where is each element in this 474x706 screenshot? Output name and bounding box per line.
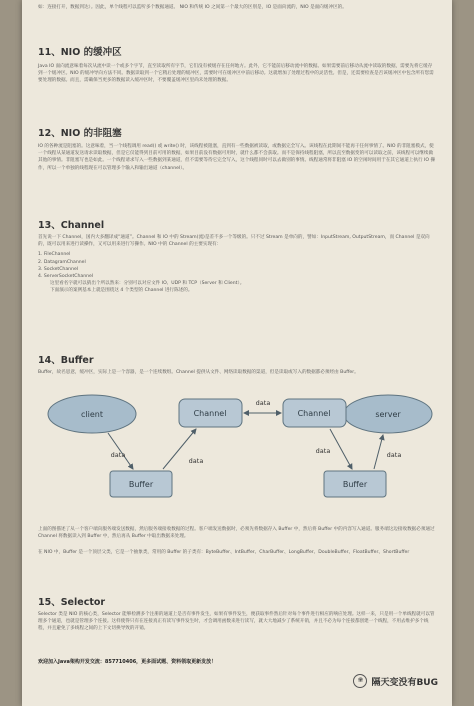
channel-list — [38, 251, 436, 294]
data-label: data — [188, 457, 204, 465]
client-server-buffer-diagram — [38, 381, 436, 521]
section-body: Java IO 面向流意味着每次从流中读一个或多个字节，直至读取所有字节，它们没有被缓存在任何地方。此外，它不能前后移动流中的数据。如果需要前后移动从流中读取的数据，需要先将它缓存到一个缓冲区。NIO 的缓冲导向方法不同。数据读取到一个它稍后处理的缓冲区，需要时可在缓冲区中前后移动。这就增加了处理过程中的灵活性。但是，还需要检查是否该缓冲区中包含所有您需要处理的数据。而且，需确保当更多的数据读入缓冲区时，不要覆盖缓冲区里尚未处理的数据。 — [38, 64, 434, 84]
data-label: data — [386, 451, 402, 459]
section-body: IO 的各种流是阻塞的。这意味着，当一个线程调用 read() 或 write() 时，该线程被阻塞，直到有一些数据被读取，或数据完全写入。该线程在此期间不能再干任何事情了。NIO 的非阻塞模式，使一个线程从某通道发送请求读取数据，但是它仅能得到目前可用的数据，如果目前没有数据可用时，就什么都不会获取。而不是保持线程阻塞，所以直至数据变的可以读取之前，该线程可以继续做其他的事情。非阻塞写也是如此。一个线程请求写入一些数据到某通道，但不需要等待它完全写入，这个线程同时可以去做别的事情。线程通常将非阻塞 IO 的空闲时间用于在其它通道上执行 IO 操作，所以一个单独的线程现在可以管理多个输入和输出通道（channel）。 — [38, 144, 436, 171]
list-note: 下面演示的案例基本上就是围绕这 4 个类型的 Channel 进行陈述的。 — [50, 288, 193, 294]
intro-tail-paragraph: 如：连接打开，数据到达）。因此，单个线程可以监听多个数据通道。 NIO 和传统 IO 之间第一个最大的区别是，IO 是面向流的，NIO 是面向缓冲区的。 — [38, 5, 347, 10]
footer-text: 欢迎加入Java架构开发交流：857710406，更多面试题、资料领取更新发放！ — [38, 659, 217, 665]
section-title: 14、Buffer — [38, 355, 94, 366]
buffer-subclasses: 在 NIO 中，Buffer 是一个顶层父类，它是一个抽象类，常用的 Buffer 的子类有：ByteBuffer、IntBuffer、CharBuffer、LongBuffer、DoubleBuffer、FloatBuffer、ShortBuffer — [38, 550, 410, 555]
document-page — [22, 0, 452, 706]
list-note: 这里看名字就可以猜出个所以然来：分别可以对应文件 IO、UDP 和 TCP（Server 和 Client）。 — [50, 281, 245, 287]
list-item: 2. DatagramChannel — [38, 259, 86, 265]
channel-to-buffer-arrow — [330, 429, 352, 469]
section-channel-content — [38, 234, 436, 298]
channel-right-label: Channel — [297, 409, 331, 418]
wechat-icon: ❀ — [353, 674, 367, 688]
section-non-blocking — [38, 125, 436, 139]
section-body: 首先说一下 Channel，国内大多翻译成“通道”。Channel 和 IO 中的 Stream(流)是差不多一个等级的。只不过 Stream 是单向的，譬如：InputStream, OutputStream，而 Channel 是双向的，既可以用来进行读操作，又可以用来进行写操作。NIO 中的 Channel 的主要实现有： — [38, 235, 430, 248]
section-body: Selector 类是 NIO 的核心类，Selector 能够检测多个注册的通道上是否有事件发生，如果有事件发生，便获取事件然后针对每个事件进行相应的响应处理。这样一来，只是用一个单线程就可以管理多个通道，也就是管理多个连接。这样使得只有在连接真正有读写事件发生时，才会调用函数来进行读写，就大大地减少了系统开销，并且不必为每个连接都创建一个线程，不用去维护多个线程，并且避免了多线程之间的上下文切换导致的开销。 — [38, 612, 435, 632]
data-label: data — [255, 399, 271, 407]
watermark — [353, 674, 438, 688]
client-label: client — [81, 410, 103, 419]
watermark-text: 隔天变没有BUG — [371, 677, 438, 688]
server-label: server — [375, 410, 401, 419]
section-channel — [38, 217, 436, 231]
list-item: 4. ServerSocketChannel — [38, 274, 94, 280]
buffer-left-label: Buffer — [128, 480, 154, 489]
section-title: 13、Channel — [38, 220, 105, 231]
section-buffer — [38, 352, 436, 366]
section-body: Buffer，故名思意，缓冲区，实际上是一个容器，是一个连续数组。Channel 提供从文件、网络读取数据的渠道，但是读取或写入的数据都必须经由 Buffer。 — [38, 370, 359, 375]
buffer-right-label: Buffer — [342, 480, 368, 489]
channel-left-label: Channel — [193, 409, 227, 418]
list-item: 3. SocketChannel — [38, 266, 79, 272]
list-item: 1. FileChannel — [38, 252, 71, 258]
section-buffer-orientation — [38, 44, 436, 58]
buffer-to-server-arrow — [374, 435, 383, 469]
section-title: 12、NIO 的非阻塞 — [38, 128, 122, 139]
data-label: data — [110, 451, 126, 459]
section-title: 15、Selector — [38, 597, 106, 608]
diagram-explanation: 上面的图描述了从一个客户端向服务端发送数据，然后服务端接收数据的过程。客户端发送数据时，必须先将数据存入 Buffer 中，然后将 Buffer 中的内容写入通道。服务端这边接收数据必须通过 Channel 将数据读入到 Buffer 中，然后再从 Buffer 中取出数据来处理。 — [38, 527, 435, 540]
data-label: data — [315, 447, 331, 455]
section-selector — [38, 594, 436, 608]
section-title: 11、NIO 的缓冲区 — [38, 47, 122, 58]
footer — [38, 648, 436, 667]
